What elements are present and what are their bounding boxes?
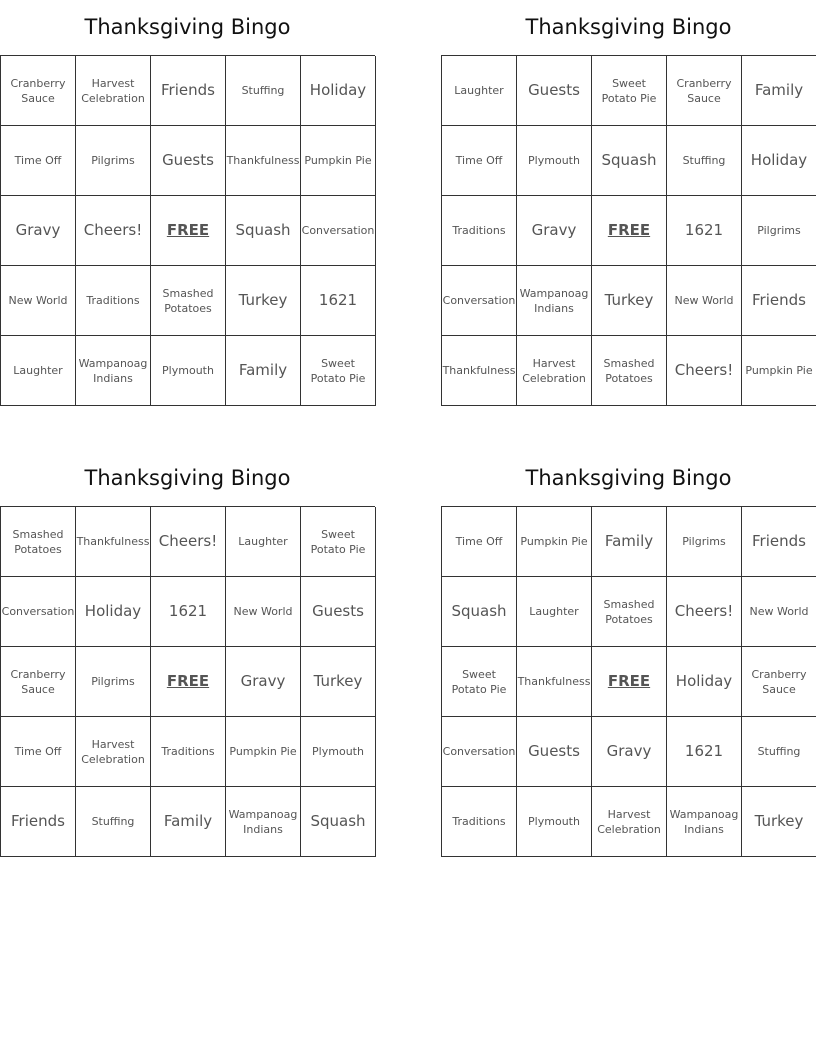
bingo-cell: Family (742, 56, 816, 126)
free-space: FREE (151, 196, 226, 266)
bingo-cell: Traditions (442, 787, 517, 857)
bingo-cell: Stuffing (742, 717, 816, 787)
bingo-cell: Traditions (76, 266, 151, 336)
bingo-cell: Cheers! (76, 196, 151, 266)
bingo-cell: Laughter (1, 336, 76, 406)
bingo-cell: Friends (742, 266, 816, 336)
bingo-cell: Family (592, 507, 667, 577)
card-title: Thanksgiving Bingo (525, 15, 732, 39)
bingo-cell: Friends (151, 56, 226, 126)
bingo-cell: Guests (151, 126, 226, 196)
bingo-cell: Cranberry Sauce (1, 56, 76, 126)
free-space: FREE (151, 647, 226, 717)
bingo-cell: Cheers! (667, 577, 742, 647)
card-title: Thanksgiving Bingo (84, 15, 291, 39)
bingo-cell: Thankfulness (76, 507, 151, 577)
bingo-cell: Turkey (301, 647, 376, 717)
bingo-cell: Pumpkin Pie (742, 336, 816, 406)
bingo-cell: Smashed Potatoes (592, 336, 667, 406)
bingo-cell: Gravy (592, 717, 667, 787)
bingo-cell: Pumpkin Pie (301, 126, 376, 196)
bingo-cell: Plymouth (301, 717, 376, 787)
bingo-cell: New World (226, 577, 301, 647)
bingo-cell: Friends (1, 787, 76, 857)
bingo-cell: Laughter (442, 56, 517, 126)
bingo-cell: Turkey (226, 266, 301, 336)
bingo-cell: Cheers! (667, 336, 742, 406)
bingo-cell: 1621 (667, 196, 742, 266)
bingo-cell: Cranberry Sauce (742, 647, 816, 717)
bingo-cell: Conversation (442, 717, 517, 787)
bingo-cell: Pumpkin Pie (517, 507, 592, 577)
bingo-cell: Harvest Celebration (592, 787, 667, 857)
bingo-cell: Harvest Celebration (517, 336, 592, 406)
bingo-cell: Traditions (442, 196, 517, 266)
bingo-cell: Sweet Potato Pie (592, 56, 667, 126)
bingo-cell: Wampanoag Indians (517, 266, 592, 336)
bingo-cell: Turkey (592, 266, 667, 336)
bingo-cell: Time Off (1, 126, 76, 196)
free-space: FREE (592, 196, 667, 266)
bingo-cell: Stuffing (667, 126, 742, 196)
bingo-cell: Cranberry Sauce (1, 647, 76, 717)
bingo-cell: Stuffing (226, 56, 301, 126)
bingo-cell: Squash (442, 577, 517, 647)
bingo-cell: Thankfulness (517, 647, 592, 717)
bingo-cell: Gravy (1, 196, 76, 266)
bingo-cell: Plymouth (151, 336, 226, 406)
card-title: Thanksgiving Bingo (525, 466, 732, 490)
bingo-cell: Cheers! (151, 507, 226, 577)
bingo-cell: Turkey (742, 787, 816, 857)
free-space: FREE (592, 647, 667, 717)
bingo-cell: Smashed Potatoes (151, 266, 226, 336)
bingo-cell: Holiday (742, 126, 816, 196)
bingo-cell: Sweet Potato Pie (442, 647, 517, 717)
bingo-cell: Gravy (517, 196, 592, 266)
bingo-cell: Holiday (76, 577, 151, 647)
bingo-cell: Wampanoag Indians (226, 787, 301, 857)
bingo-grid (441, 55, 816, 406)
bingo-grid (0, 55, 375, 406)
bingo-cell: Pumpkin Pie (226, 717, 301, 787)
bingo-cell: Plymouth (517, 126, 592, 196)
bingo-cell: Pilgrims (742, 196, 816, 266)
bingo-cell: Squash (592, 126, 667, 196)
bingo-cell: Pilgrims (667, 507, 742, 577)
bingo-cell: New World (1, 266, 76, 336)
bingo-cell: Family (151, 787, 226, 857)
bingo-cell: Stuffing (76, 787, 151, 857)
bingo-cell: Harvest Celebration (76, 56, 151, 126)
bingo-cell: New World (667, 266, 742, 336)
bingo-cell: Friends (742, 507, 816, 577)
bingo-grid (0, 506, 375, 857)
bingo-cell: Smashed Potatoes (1, 507, 76, 577)
bingo-cell: Laughter (226, 507, 301, 577)
bingo-cell: Wampanoag Indians (667, 787, 742, 857)
bingo-grid (441, 506, 816, 857)
bingo-cell: 1621 (151, 577, 226, 647)
bingo-cell: Squash (301, 787, 376, 857)
bingo-cell: Thankfulness (226, 126, 301, 196)
bingo-cell: Pilgrims (76, 126, 151, 196)
bingo-cell: Thankfulness (442, 336, 517, 406)
bingo-cell: Conversation (301, 196, 376, 266)
bingo-cell: Conversation (442, 266, 517, 336)
bingo-cell: Holiday (301, 56, 376, 126)
bingo-cell: Time Off (1, 717, 76, 787)
bingo-cell: Family (226, 336, 301, 406)
bingo-cell: Time Off (442, 507, 517, 577)
bingo-cell: Traditions (151, 717, 226, 787)
bingo-cell: New World (742, 577, 816, 647)
bingo-cell: Cranberry Sauce (667, 56, 742, 126)
bingo-cell: Holiday (667, 647, 742, 717)
bingo-cell: Time Off (442, 126, 517, 196)
bingo-cell: Wampanoag Indians (76, 336, 151, 406)
bingo-cell: Conversation (1, 577, 76, 647)
card-title: Thanksgiving Bingo (84, 466, 291, 490)
bingo-cell: Sweet Potato Pie (301, 507, 376, 577)
bingo-cell: Guests (301, 577, 376, 647)
bingo-cell: Pilgrims (76, 647, 151, 717)
bingo-cell: Sweet Potato Pie (301, 336, 376, 406)
bingo-cell: Guests (517, 717, 592, 787)
bingo-cell: Gravy (226, 647, 301, 717)
bingo-cell: Laughter (517, 577, 592, 647)
bingo-cell: Plymouth (517, 787, 592, 857)
bingo-cell: Squash (226, 196, 301, 266)
bingo-cell: Guests (517, 56, 592, 126)
bingo-cell: Harvest Celebration (76, 717, 151, 787)
bingo-cell: 1621 (667, 717, 742, 787)
bingo-cell: Smashed Potatoes (592, 577, 667, 647)
bingo-cell: 1621 (301, 266, 376, 336)
